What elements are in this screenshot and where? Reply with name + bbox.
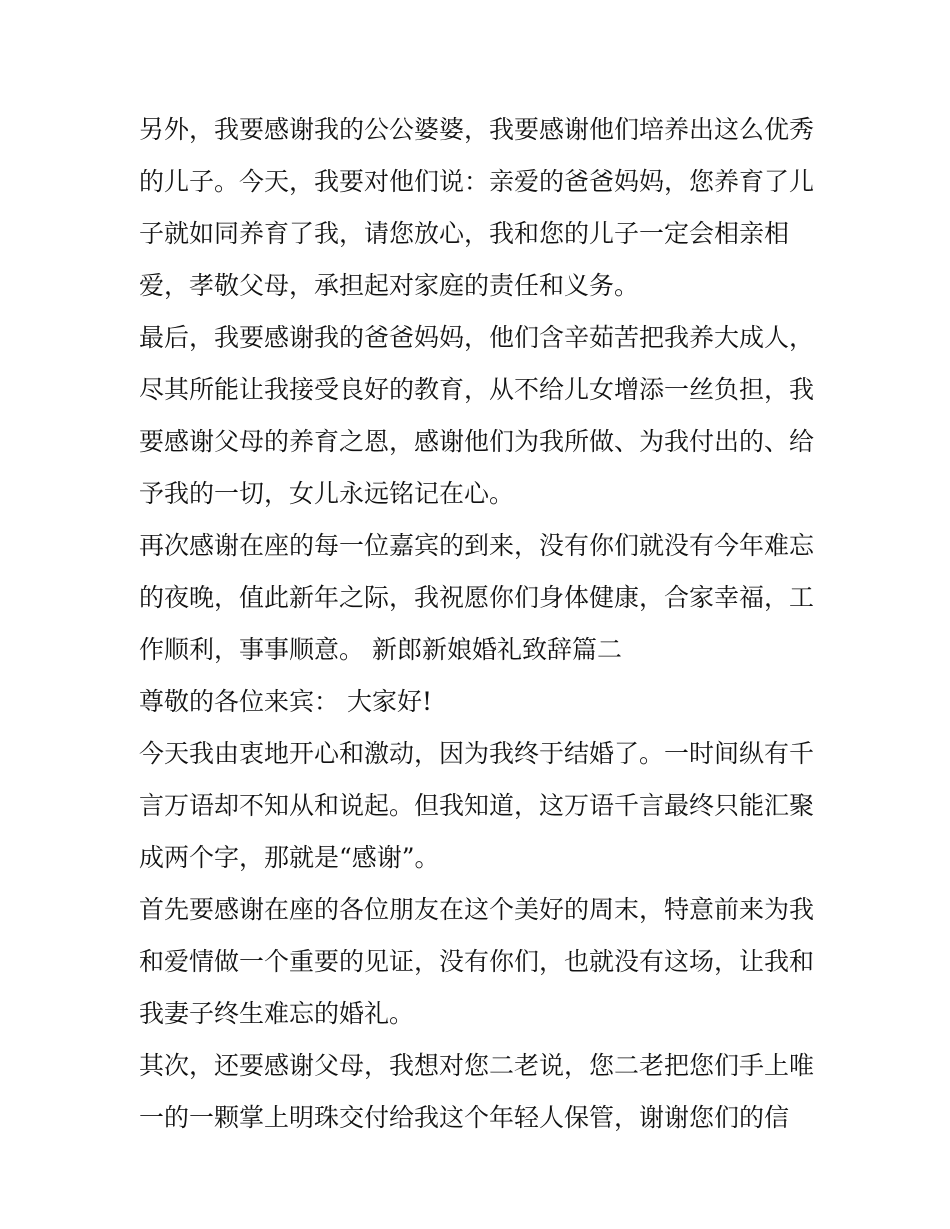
text-line: 一的一颗掌上明珠交付给我这个年轻人保管，谢谢您们的信 bbox=[139, 1103, 790, 1132]
paragraph-thanks-in-laws bbox=[139, 104, 819, 312]
text-line: 另外，我要感谢我的公公婆婆，我要感谢他们培养出这么优秀 bbox=[139, 115, 815, 144]
text-line: 爱，孝敬父母，承担起对家庭的责任和义务。 bbox=[139, 271, 640, 300]
text-line: 尊敬的各位来宾： 大家好! bbox=[139, 687, 432, 716]
paragraph-thanks-parents-in-law bbox=[139, 1040, 819, 1144]
text-line: 予我的一切，女儿永远铭记在心。 bbox=[139, 479, 515, 508]
paragraph-excitement bbox=[139, 728, 819, 884]
text-line: 尽其所能让我接受良好的教育，从不给儿女增添一丝负担，我 bbox=[139, 375, 815, 404]
text-line: 首先要感谢在座的各位朋友在这个美好的周末，特意前来为我 bbox=[139, 895, 815, 924]
document-body bbox=[139, 104, 819, 1144]
text-line: 成两个字，那就是“感谢”。 bbox=[139, 843, 440, 872]
paragraph-greeting bbox=[139, 676, 819, 728]
text-line: 作顺利，事事顺意。 新郎新娘婚礼致辞篇二 bbox=[139, 635, 622, 664]
text-line: 的儿子。今天，我要对他们说：亲爱的爸爸妈妈，您养育了儿 bbox=[139, 167, 815, 196]
text-line: 今天我由衷地开心和激动，因为我终于结婚了。一时间纵有千 bbox=[139, 739, 815, 768]
paragraph-thanks-guests bbox=[139, 520, 819, 676]
text-line: 子就如同养育了我，请您放心，我和您的儿子一定会相亲相 bbox=[139, 219, 790, 248]
text-line: 最后，我要感谢我的爸爸妈妈，他们含辛茹苦把我养大成人， bbox=[139, 323, 815, 352]
text-line: 言万语却不知从和说起。但我知道，这万语千言最终只能汇聚 bbox=[139, 791, 815, 820]
text-line: 和爱情做一个重要的见证，没有你们，也就没有这场，让我和 bbox=[139, 947, 815, 976]
text-line: 其次，还要感谢父母，我想对您二老说，您二老把您们手上唯 bbox=[139, 1051, 815, 1080]
text-line: 我妻子终生难忘的婚礼。 bbox=[139, 999, 415, 1028]
text-line: 的夜晚，值此新年之际，我祝愿你们身体健康，合家幸福，工 bbox=[139, 583, 815, 612]
text-line: 再次感谢在座的每一位嘉宾的到来，没有你们就没有今年难忘 bbox=[139, 531, 815, 560]
text-line: 要感谢父母的养育之恩，感谢他们为我所做、为我付出的、给 bbox=[139, 427, 815, 456]
paragraph-thanks-parents bbox=[139, 312, 819, 520]
paragraph-thanks-friends bbox=[139, 884, 819, 1040]
